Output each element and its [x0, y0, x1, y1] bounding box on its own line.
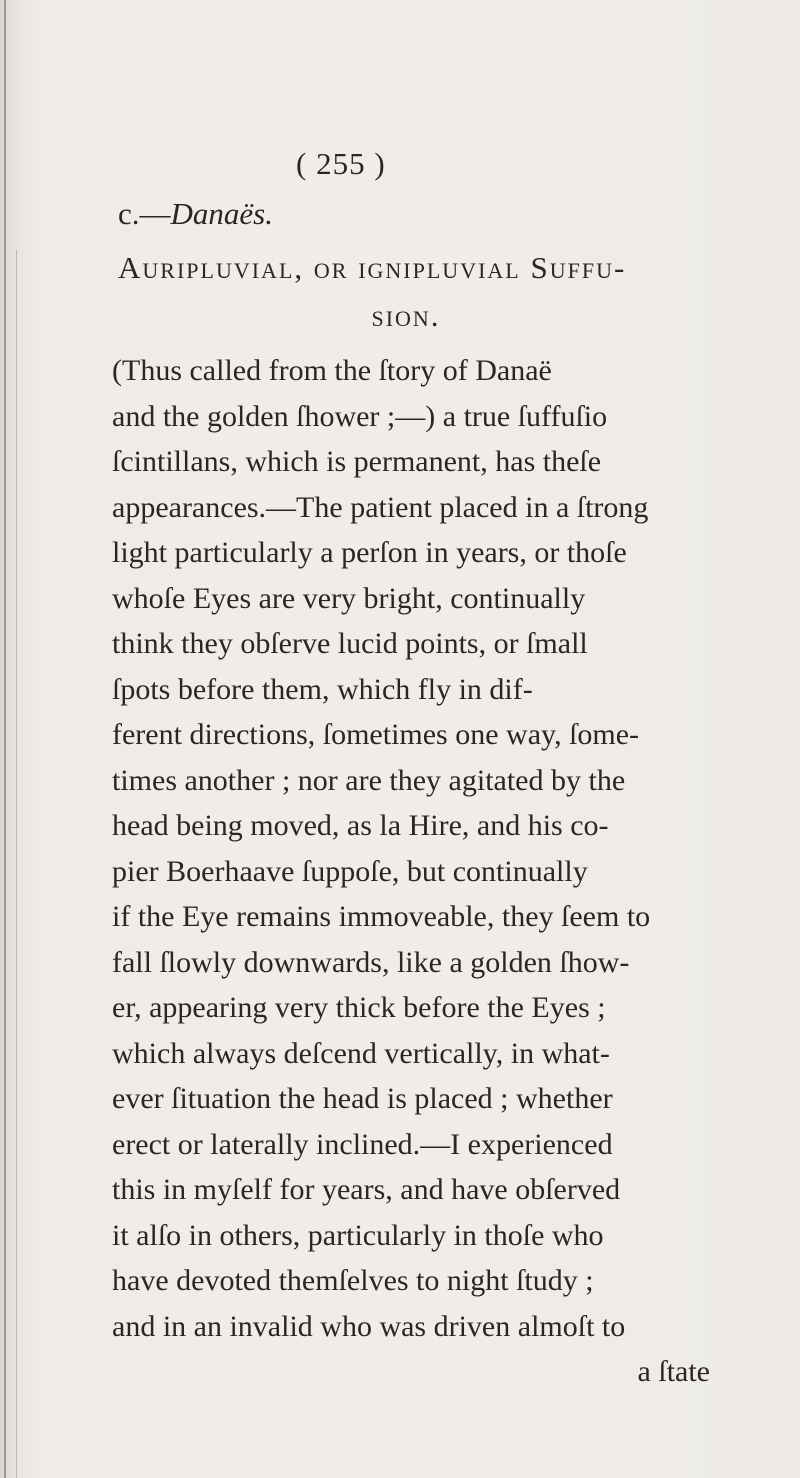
- text-line: pier Boerhaave ſuppoſe, but continually: [112, 854, 588, 888]
- text-line: erect or laterally inclined.—I experienced: [112, 1127, 613, 1161]
- text-line: (Thus called from the ſtory of Danaë: [112, 354, 552, 387]
- text-line: er, appearing very thick before the Eyes ;: [112, 991, 606, 1024]
- catchword: a ſtate: [637, 1355, 710, 1388]
- body-paragraph: [112, 348, 712, 1395]
- page-number: ( 255 ): [296, 146, 386, 181]
- heading-line-2: sion.: [371, 298, 441, 333]
- text-line: if the Eye remains immoveable, they ſeem to: [112, 900, 651, 933]
- text-line: think they obſerve lucid points, or ſmall: [112, 627, 588, 660]
- section-prefix: c.—: [118, 196, 171, 231]
- text-line: ſpots before them, which fly in dif-: [112, 672, 533, 706]
- text-line: have devoted themſelves to night ſtudy ;: [112, 1264, 594, 1297]
- text-line: ſcintillans, which is permanent, has theſe: [112, 445, 602, 478]
- text-line: and in an invalid who was driven almoſt to: [112, 1309, 626, 1343]
- section-label: [118, 196, 273, 232]
- text-line: light particularly a perſon in years, or thoſe: [112, 536, 627, 569]
- text-line: which always deſcend vertically, in what-: [112, 1036, 610, 1070]
- text-line: times another ; nor are they agitated by the: [112, 763, 626, 797]
- text-line: this in myſelf for years, and have obſerved: [112, 1173, 621, 1206]
- heading-line-1: Auripluvial, or ignipluvial Suffu-: [118, 250, 627, 285]
- text-line: ferent directions, ſometimes one way, ſome-: [112, 718, 640, 751]
- text-line: appearances.—The patient placed in a ſtrong: [112, 490, 649, 524]
- text-line: and the golden ſhower ;—) a true ſuffuſio: [112, 399, 608, 433]
- binding-edge: [4, 0, 6, 1478]
- text-line: ever ſituation the head is placed ; whether: [112, 1082, 613, 1115]
- binding-shadow: [16, 250, 17, 1478]
- section-heading: [118, 244, 718, 340]
- text-line: fall ſlowly downwards, like a golden ſhow-: [112, 945, 630, 979]
- text-line: it alſo in others, particularly in thoſe who: [112, 1218, 604, 1252]
- section-name: Danaës.: [170, 196, 273, 231]
- text-line: head being moved, as la Hire, and his co-: [112, 809, 609, 842]
- text-line: whoſe Eyes are very bright, continually: [112, 581, 586, 615]
